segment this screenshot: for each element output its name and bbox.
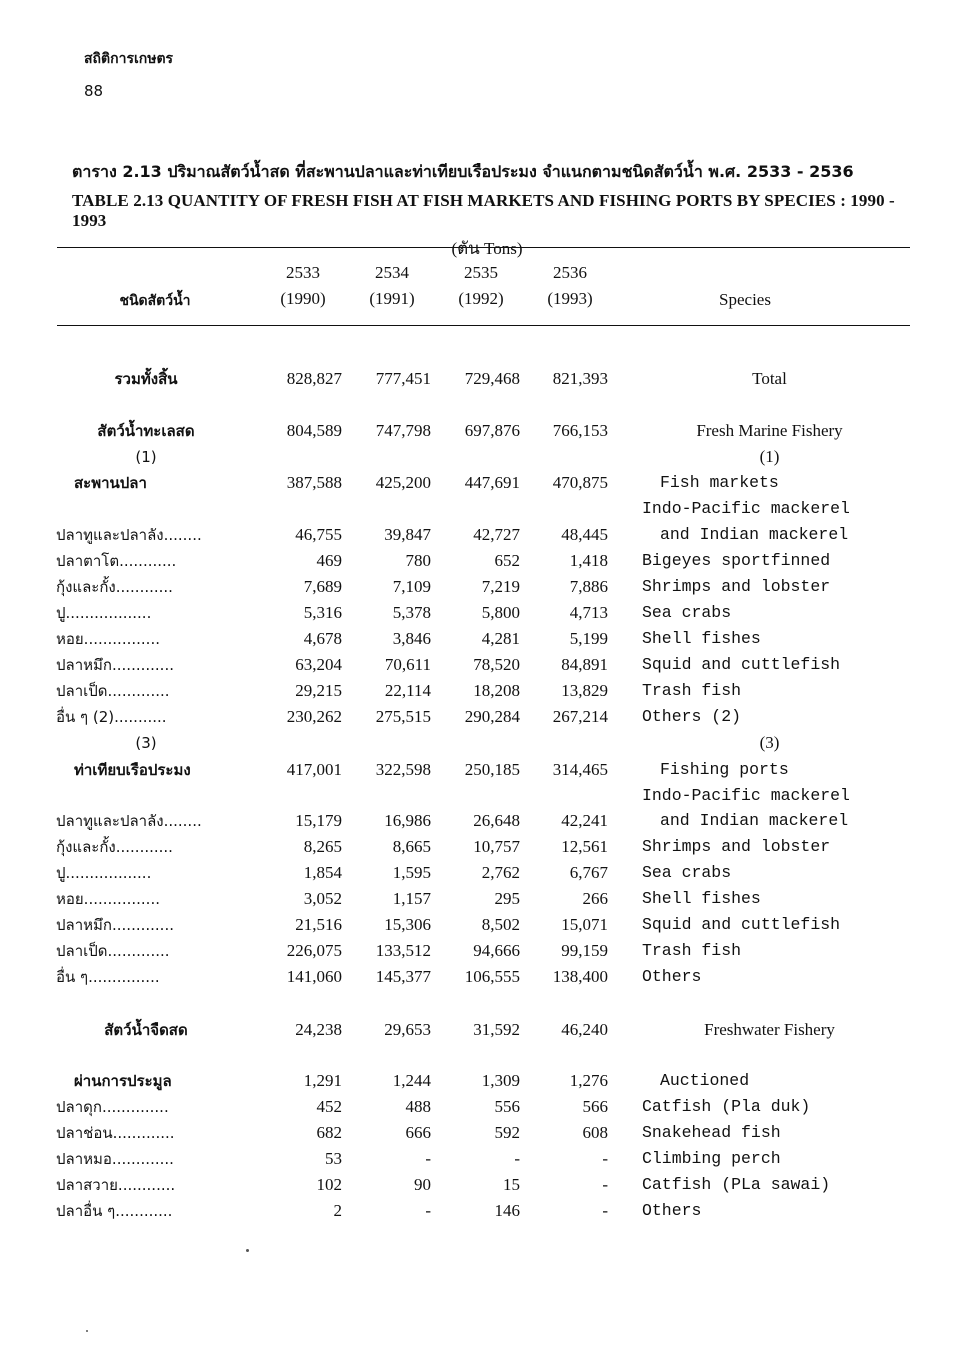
species-thai: อื่น ๆ (2)........... — [56, 708, 167, 726]
value-cell: 90 — [414, 1175, 431, 1194]
species-thai: ปลาเป็ด............. — [56, 942, 170, 960]
value-cell: 780 — [405, 551, 431, 570]
table-row — [0, 886, 966, 912]
value-cell: 15 — [503, 1175, 520, 1194]
species-english: Fish markets — [660, 473, 779, 492]
value-cell: 470,875 — [552, 473, 608, 492]
value-cell: 133,512 — [375, 941, 431, 960]
value-cell: 4,713 — [569, 603, 608, 622]
table-row — [0, 626, 966, 652]
table-row — [0, 1172, 966, 1198]
year-en: (1992) — [458, 289, 504, 308]
value-cell: 469 — [316, 551, 342, 570]
table-row — [0, 1017, 966, 1043]
table-row — [0, 860, 966, 886]
species-english: Trash fish — [642, 941, 742, 960]
table-row — [0, 1068, 966, 1094]
value-cell: 697,876 — [464, 421, 520, 440]
value-cell: 24,238 — [295, 1020, 342, 1039]
table-row — [0, 757, 966, 783]
value-cell: 1,276 — [569, 1071, 608, 1090]
table-row — [0, 652, 966, 678]
column-header-year-4 — [530, 260, 610, 312]
table-header-rule — [57, 325, 910, 326]
species-thai: ปลาช่อน............. — [56, 1124, 175, 1142]
value-cell: 1,291 — [303, 1071, 342, 1090]
value-cell: - — [602, 1149, 608, 1168]
value-cell: 18,208 — [473, 681, 520, 700]
species-english: Sea crabs — [642, 863, 732, 882]
table-row — [0, 574, 966, 600]
species-english: Others — [642, 967, 702, 986]
value-cell: 556 — [494, 1097, 520, 1116]
table-row — [0, 938, 966, 964]
value-cell: 295 — [494, 889, 520, 908]
value-cell: 488 — [405, 1097, 431, 1116]
table-row — [0, 783, 966, 809]
value-cell: - — [425, 1201, 431, 1220]
species-english: Shrimps and lobster — [642, 837, 831, 856]
species-english: and Indian mackerel — [660, 525, 849, 544]
species-english: Shell fishes — [642, 889, 761, 908]
value-cell: 7,689 — [303, 577, 342, 596]
value-cell: 8,502 — [481, 915, 520, 934]
value-cell: 1,157 — [392, 889, 431, 908]
species-english: Total — [752, 369, 787, 388]
value-cell: 387,588 — [286, 473, 342, 492]
species-english: Catfish (PLa sawai) — [642, 1175, 831, 1194]
species-english: Squid and cuttlefish — [642, 655, 841, 674]
value-cell: 15,071 — [561, 915, 608, 934]
table-row — [0, 600, 966, 626]
table-row — [0, 1094, 966, 1120]
value-cell: 39,847 — [384, 525, 431, 544]
year-th: 2535 — [464, 263, 498, 282]
running-header: สถิติการเกษตร — [84, 51, 174, 67]
value-cell: 13,829 — [561, 681, 608, 700]
value-cell: 146 — [494, 1201, 520, 1220]
species-english: Fresh Marine Fishery — [696, 421, 843, 440]
species-thai: (1) — [135, 448, 157, 466]
table-row — [0, 444, 966, 470]
value-cell: 42,241 — [561, 811, 608, 830]
value-cell: 666 — [405, 1123, 431, 1142]
species-english: Auctioned — [660, 1071, 750, 1090]
value-cell: 1,244 — [392, 1071, 431, 1090]
species-thai: ปู.................. — [56, 604, 152, 622]
species-thai: ปลาดุก.............. — [56, 1098, 169, 1116]
value-cell: 828,827 — [286, 369, 342, 388]
value-cell: 608 — [582, 1123, 608, 1142]
species-english: Trash fish — [642, 681, 742, 700]
year-en: (1993) — [547, 289, 593, 308]
species-thai: สะพานปลา — [74, 474, 147, 492]
value-cell: 106,555 — [464, 967, 520, 986]
value-cell: 777,451 — [375, 369, 431, 388]
species-thai: (3) — [135, 734, 157, 752]
species-english: Shell fishes — [642, 629, 761, 648]
value-cell: 652 — [494, 551, 520, 570]
species-english: and Indian mackerel — [660, 811, 849, 830]
value-cell: 314,465 — [552, 760, 608, 779]
value-cell: 102 — [316, 1175, 342, 1194]
scan-speck — [246, 1249, 249, 1252]
value-cell: 22,114 — [384, 681, 431, 700]
value-cell: 1,595 — [392, 863, 431, 882]
value-cell: 48,445 — [561, 525, 608, 544]
value-cell: 2,762 — [481, 863, 520, 882]
value-cell: 592 — [494, 1123, 520, 1142]
table-row — [0, 522, 966, 548]
table-row — [0, 808, 966, 834]
value-cell: 7,109 — [392, 577, 431, 596]
value-cell: 6,767 — [569, 863, 608, 882]
value-cell: 3,052 — [303, 889, 342, 908]
value-cell: 5,316 — [303, 603, 342, 622]
value-cell: 290,284 — [464, 707, 520, 726]
year-th: 2534 — [375, 263, 409, 282]
table-top-rule — [57, 247, 910, 248]
value-cell: 266 — [582, 889, 608, 908]
table-row — [0, 730, 966, 756]
value-cell: 78,520 — [473, 655, 520, 674]
species-english: Others — [642, 1201, 702, 1220]
value-cell: 2 — [333, 1201, 342, 1220]
value-cell: - — [514, 1149, 520, 1168]
value-cell: 747,798 — [375, 421, 431, 440]
value-cell: 8,265 — [303, 837, 342, 856]
value-cell: 425,200 — [375, 473, 431, 492]
value-cell: 26,648 — [473, 811, 520, 830]
value-cell: 70,611 — [384, 655, 431, 674]
value-cell: 42,727 — [473, 525, 520, 544]
species-english: Indo-Pacific mackerel — [642, 786, 850, 805]
species-english: Sea crabs — [642, 603, 732, 622]
value-cell: 84,891 — [561, 655, 608, 674]
value-cell: 145,377 — [375, 967, 431, 986]
species-thai: ปู.................. — [56, 864, 152, 882]
species-thai: สัตว์น้ำจืดสด — [104, 1021, 188, 1039]
value-cell: 821,393 — [552, 369, 608, 388]
value-cell: 12,561 — [561, 837, 608, 856]
value-cell: 5,378 — [392, 603, 431, 622]
species-thai: ปลาเป็ด............. — [56, 682, 170, 700]
table-row — [0, 366, 966, 392]
value-cell: 15,306 — [384, 915, 431, 934]
value-cell: 94,666 — [473, 941, 520, 960]
species-thai: ปลาทูและปลาลัง........ — [56, 812, 202, 830]
column-header-species-thai: ชนิดสัตว์น้ำ — [119, 293, 191, 309]
species-english: Shrimps and lobster — [642, 577, 831, 596]
species-thai: ปลาทูและปลาลัง........ — [56, 526, 202, 544]
species-thai: กุ้งและกั้ง............ — [56, 578, 173, 596]
species-thai: กุ้งและกั้ง............ — [56, 838, 173, 856]
species-english: Climbing perch — [642, 1149, 781, 1168]
species-english: (1) — [759, 447, 780, 466]
year-en: (1990) — [280, 289, 326, 308]
table-row — [0, 1198, 966, 1224]
species-english: Bigeyes sportfinned — [642, 551, 831, 570]
species-english: Others (2) — [642, 707, 742, 726]
species-english: Catfish (Pla duk) — [642, 1097, 811, 1116]
value-cell: 46,240 — [561, 1020, 608, 1039]
value-cell: 53 — [325, 1149, 342, 1168]
species-thai: อื่น ๆ............... — [56, 968, 160, 986]
value-cell: 766,153 — [552, 421, 608, 440]
value-cell: - — [602, 1201, 608, 1220]
table-row — [0, 704, 966, 730]
species-thai: ปลาหมึก............. — [56, 916, 174, 934]
species-thai: หอย................ — [56, 630, 160, 648]
value-cell: 63,204 — [295, 655, 342, 674]
value-cell: 99,159 — [561, 941, 608, 960]
column-header-year-3 — [441, 260, 521, 312]
year-th: 2533 — [286, 263, 320, 282]
value-cell: 322,598 — [375, 760, 431, 779]
species-english: Fishing ports — [660, 760, 789, 779]
year-en: (1991) — [369, 289, 415, 308]
value-cell: 275,515 — [375, 707, 431, 726]
value-cell: 1,418 — [569, 551, 608, 570]
table-row — [0, 964, 966, 990]
value-cell: 21,516 — [295, 915, 342, 934]
value-cell: 1,854 — [303, 863, 342, 882]
table-row — [0, 1120, 966, 1146]
species-thai: ปลาตาโต............ — [56, 552, 177, 570]
table-row — [0, 678, 966, 704]
species-english: Indo-Pacific mackerel — [642, 499, 850, 518]
species-thai: รวมทั้งสิ้น — [114, 370, 178, 388]
value-cell: 5,800 — [481, 603, 520, 622]
species-thai: สัตว์น้ำทะเลสด — [97, 422, 195, 440]
value-cell: 4,281 — [481, 629, 520, 648]
value-cell: 729,468 — [464, 369, 520, 388]
value-cell: 226,075 — [286, 941, 342, 960]
value-cell: 7,886 — [569, 577, 608, 596]
value-cell: 31,592 — [473, 1020, 520, 1039]
species-english: Snakehead fish — [642, 1123, 781, 1142]
value-cell: 29,653 — [384, 1020, 431, 1039]
value-cell: 452 — [316, 1097, 342, 1116]
value-cell: 566 — [582, 1097, 608, 1116]
value-cell: 16,986 — [384, 811, 431, 830]
table-unit: (ตัน Tons) — [451, 239, 523, 258]
table-row — [0, 912, 966, 938]
value-cell: 250,185 — [464, 760, 520, 779]
value-cell: 138,400 — [552, 967, 608, 986]
species-thai: หอย................ — [56, 890, 160, 908]
table-row — [0, 1146, 966, 1172]
table-title-english: TABLE 2.13 QUANTITY OF FRESH FISH AT FISH MARKETS AND FISHING PORTS BY SPECIES : 1990 - 1993 — [72, 191, 895, 230]
species-english: (3) — [759, 733, 780, 752]
table-row — [0, 470, 966, 496]
value-cell: - — [425, 1149, 431, 1168]
value-cell: 4,678 — [303, 629, 342, 648]
value-cell: 447,691 — [464, 473, 520, 492]
table-row — [0, 496, 966, 522]
year-th: 2536 — [553, 263, 587, 282]
value-cell: 7,219 — [481, 577, 520, 596]
species-thai: ผ่านการประมูล — [74, 1072, 172, 1090]
value-cell: 5,199 — [569, 629, 608, 648]
value-cell: 682 — [316, 1123, 342, 1142]
value-cell: 804,589 — [286, 421, 342, 440]
value-cell: 29,215 — [295, 681, 342, 700]
species-thai: ปลาอื่น ๆ............ — [56, 1202, 173, 1220]
value-cell: 141,060 — [286, 967, 342, 986]
column-header-year-1 — [263, 260, 343, 312]
value-cell: 267,214 — [552, 707, 608, 726]
value-cell: 15,179 — [295, 811, 342, 830]
column-header-year-2 — [352, 260, 432, 312]
table-row — [0, 834, 966, 860]
species-thai: ปลาหมอ............. — [56, 1150, 174, 1168]
value-cell: 10,757 — [473, 837, 520, 856]
scan-speck — [86, 1330, 88, 1332]
species-english: Squid and cuttlefish — [642, 915, 841, 934]
species-thai: ปลาสวาย............ — [56, 1176, 176, 1194]
value-cell: 8,665 — [392, 837, 431, 856]
table-row — [0, 418, 966, 444]
value-cell: 46,755 — [295, 525, 342, 544]
page-number: 88 — [84, 82, 104, 100]
value-cell: 230,262 — [286, 707, 342, 726]
value-cell: 3,846 — [392, 629, 431, 648]
species-thai: ท่าเทียบเรือประมง — [74, 761, 191, 779]
species-thai: ปลาหมึก............. — [56, 656, 174, 674]
value-cell: - — [602, 1175, 608, 1194]
table-row — [0, 548, 966, 574]
value-cell: 1,309 — [481, 1071, 520, 1090]
table-title-thai: ตาราง 2.13 ปริมาณสัตว์น้ำสด ที่สะพานปลาและท่าเทียบเรือประมง จำแนกตามชนิดสัตว์น้ำ พ.ศ. 2533 - 2536 — [72, 162, 854, 181]
species-english: Freshwater Fishery — [704, 1020, 835, 1039]
column-header-species-english: Species — [719, 290, 771, 309]
value-cell: 417,001 — [286, 760, 342, 779]
